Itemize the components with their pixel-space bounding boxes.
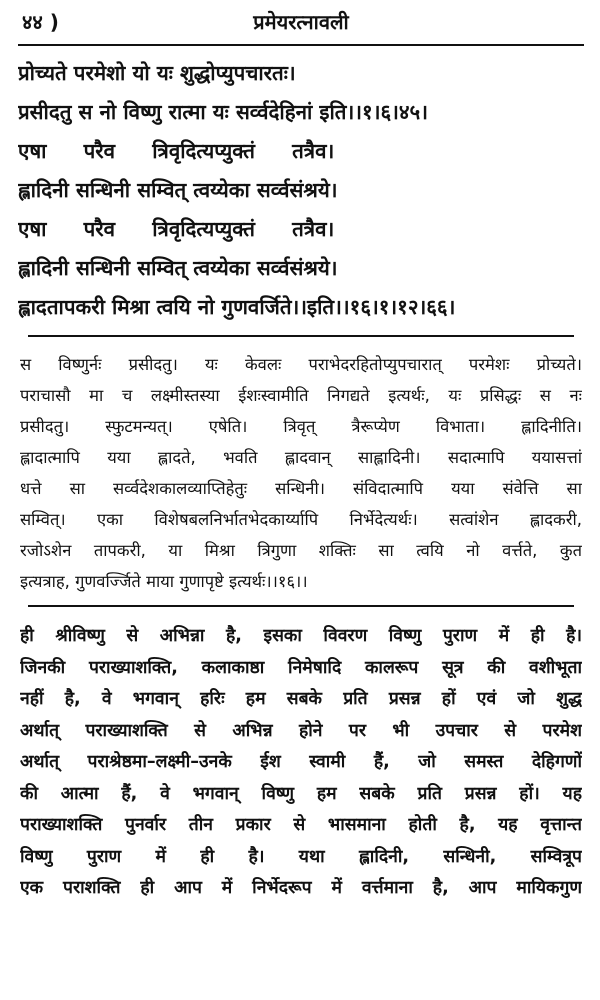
verse-line: एषा परैव त्रिवृदित्यप्युक्तं तत्रैव। — [18, 139, 335, 163]
commentary-line: ह्लादात्मापि यया ह्लादते, भवति ह्लादवान् साह्लादिनी। सदात्मापि ययासत्तां — [20, 448, 582, 467]
commentary-line: प्रसीदतु। स्फुटमन्यत्। एषेति। त्रिवृत् त्रैरूप्येण विभाता। ह्लादिनीति। — [20, 417, 582, 436]
page-header — [18, 0, 584, 46]
commentary-line: धत्ते सा सर्व्वदेशकालव्याप्तिहेतुः सन्धिनी। संविदात्मापि यया संवेत्ति सा — [20, 479, 582, 498]
verse-line: ह्लादिनी सन्धिनी सम्वित् त्वय्येका सर्व्वसंश्रये। — [18, 256, 338, 280]
commentary-line: रजोऽशेन तापकरी, या मिश्रा त्रिगुणा शक्तिः सा त्वयि नो वर्त्तते, कुत — [20, 541, 582, 560]
translation-line: अर्थात् पराश्रेष्ठमा–लक्ष्मी–उनके ईश स्वामी हैं, जो समस्त देहिगणों — [20, 752, 582, 772]
commentary-line: स विष्णुर्नः प्रसीदतु। यः केवलः पराभेदरहितोप्युपचारात् परमेशः प्रोच्यते। — [20, 355, 582, 374]
translation-line: जिनकी पराख्याशक्ति, कलाकाष्ठा निमेषादि कालरूप सूत्र की वशीभूता — [20, 657, 582, 678]
commentary-line: सम्वित्। एका विशेषबलनिर्भातभेदकार्य्यापि निर्भेदेत्यर्थः। सत्वांशेन ह्लादकरी, — [20, 510, 582, 529]
verse-line: एषा परैव त्रिवृदित्यप्युक्तं तत्रैव। — [18, 217, 335, 241]
commentary-line: पराचासौ मा च लक्ष्मीस्तस्या ईशःस्वामीति निगद्यते इत्यर्थः, यः प्रसिद्धः स नः — [20, 386, 582, 405]
translation-line: विष्णु पुराण में ही है। यथा ह्लादिनी, सन्धिनी, सम्वित्रूप — [20, 846, 582, 867]
hindi-translation — [18, 619, 584, 905]
translation-line: पराख्याशक्ति पुनर्वार तीन प्रकार से भासमाना होती है, यह वृत्तान्त — [20, 815, 582, 835]
commentary-line: इत्यत्राह, गुणवर्ज्जिते माया गुणापृष्टे इत्यर्थः।।१६।। — [20, 572, 308, 591]
sanskrit-commentary — [18, 349, 584, 597]
translation-line: ही श्रीविष्णु से अभिन्ना है, इसका विवरण विष्णु पुराण में ही है। — [20, 626, 582, 646]
verse-line: ह्लादतापकरी मिश्रा त्वयि नो गुणवर्जिते।।इति।।१६।१।१२।६६। — [18, 295, 456, 319]
page-number: ४४ ) — [22, 10, 59, 34]
translation-line: एक पराशक्ति ही आप में निर्भेदरूप में वर्त्तमाना है, आप मायिकगुण — [20, 878, 582, 898]
running-title: प्रमेयरत्नावली — [253, 10, 349, 34]
verse-line: प्रसीदतु स नो विष्णु रात्मा यः सर्व्वदेहिनां इति।।१।६।४५। — [18, 100, 428, 124]
translation-line: की आत्मा हैं, वे भगवान् विष्णु हम सबके प्रति प्रसन्न हों। यह — [20, 783, 582, 804]
translation-line: नहीं है, वे भगवान् हरिः हम सबके प्रति प्रसन्न हों एवं जो शुद्ध — [20, 689, 582, 709]
section-divider — [28, 335, 574, 337]
translation-line: अर्थात् पराख्याशक्ति से अभिन्न होने पर भी उपचार से परमेश — [20, 720, 582, 741]
verse-block — [18, 46, 584, 327]
section-divider — [28, 605, 574, 607]
verse-line: ह्लादिनी सन्धिनी सम्वित् त्वय्येका सर्व्वसंश्रये। — [18, 178, 338, 202]
verse-line: प्रोच्यते परमेशो यो यः शुद्धोप्युपचारतः। — [18, 61, 296, 85]
